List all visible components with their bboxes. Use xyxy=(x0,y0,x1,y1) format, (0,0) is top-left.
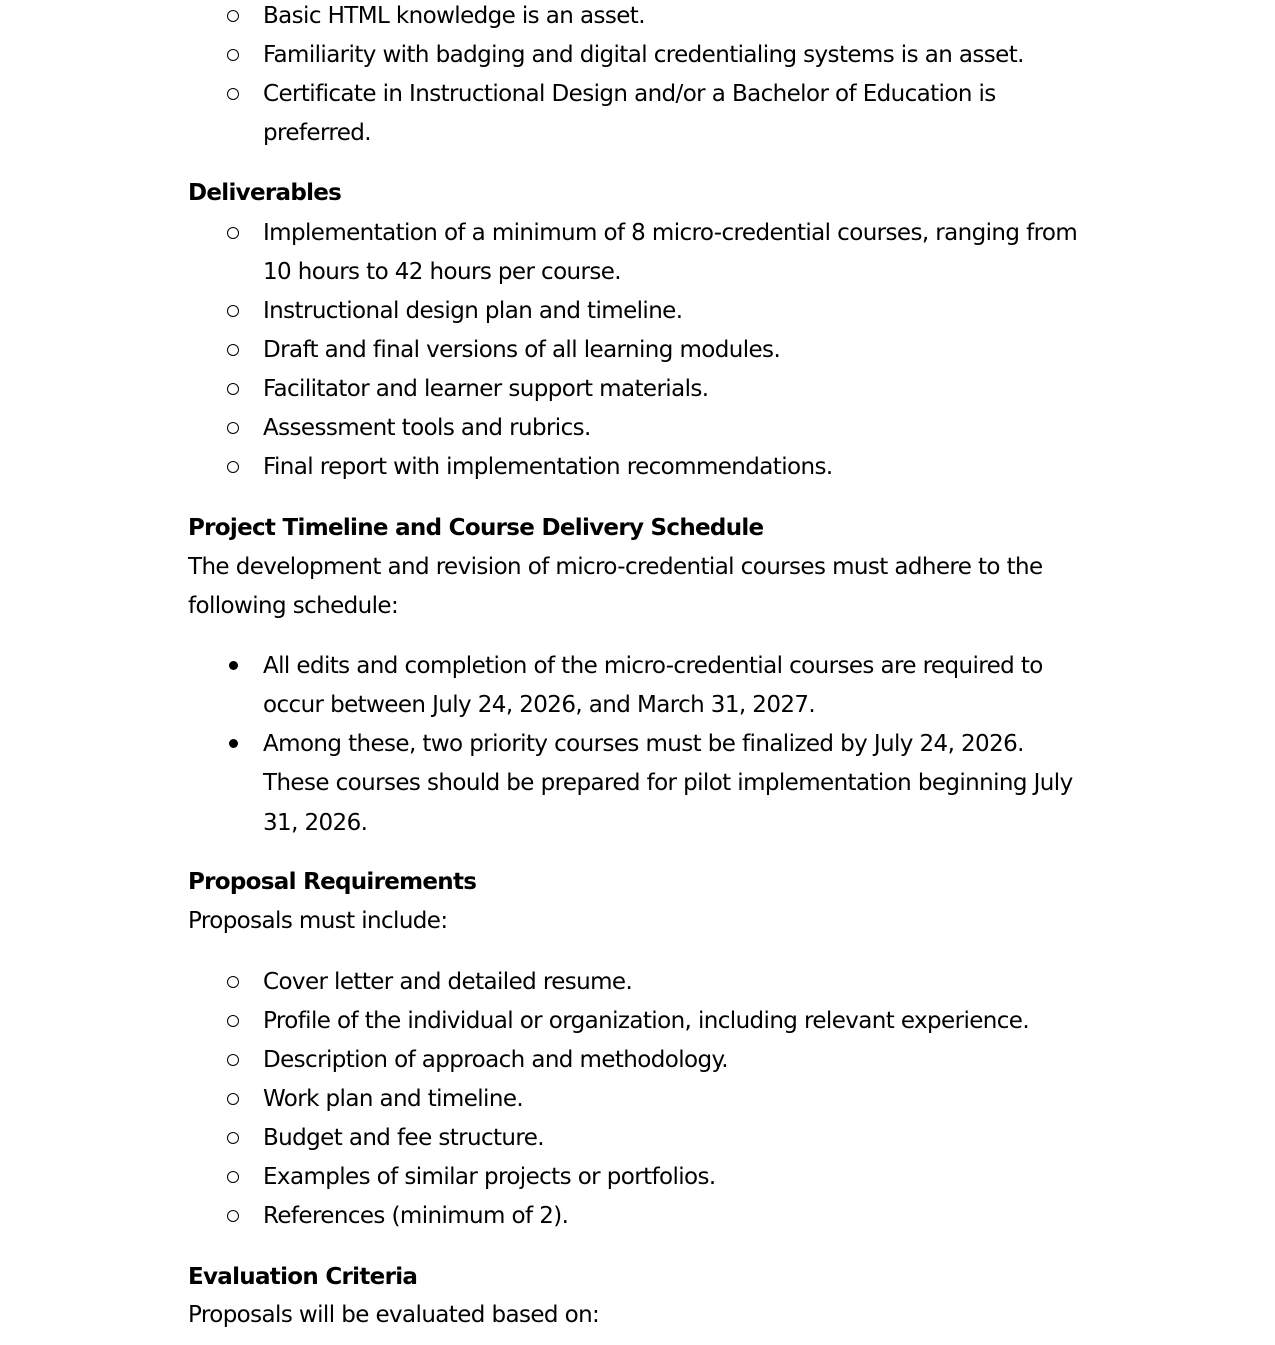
section-heading-proposal-requirements: Proposal Requirements xyxy=(188,869,477,895)
circle-bullet-icon xyxy=(224,214,242,253)
circle-bullet-icon xyxy=(224,1158,242,1197)
circle-bullet-icon xyxy=(224,0,242,36)
section-heading-timeline: Project Timeline and Course Delivery Schedule xyxy=(188,515,764,541)
evaluation-criteria-intro: Proposals will be evaluated based on: xyxy=(188,1302,600,1328)
circle-bullet-icon xyxy=(224,75,242,114)
circle-bullet-icon xyxy=(224,292,242,331)
section-heading-deliverables: Deliverables xyxy=(188,180,342,206)
circle-bullet-icon xyxy=(224,370,242,409)
section-heading-evaluation-criteria: Evaluation Criteria xyxy=(188,1264,418,1290)
circle-bullet-icon xyxy=(224,331,242,370)
circle-bullet-icon xyxy=(224,1041,242,1080)
circle-bullet-icon xyxy=(224,409,242,448)
proposal-requirements-intro: Proposals must include: xyxy=(188,908,448,934)
circle-bullet-icon xyxy=(224,1080,242,1119)
disc-bullet-icon xyxy=(224,647,242,686)
circle-bullet-icon xyxy=(224,448,242,487)
circle-bullet-icon xyxy=(224,963,242,1002)
circle-bullet-icon xyxy=(224,1119,242,1158)
disc-bullet-icon xyxy=(224,725,242,764)
circle-bullet-icon xyxy=(224,36,242,75)
circle-bullet-icon xyxy=(224,1002,242,1041)
circle-bullet-icon xyxy=(224,1197,242,1236)
